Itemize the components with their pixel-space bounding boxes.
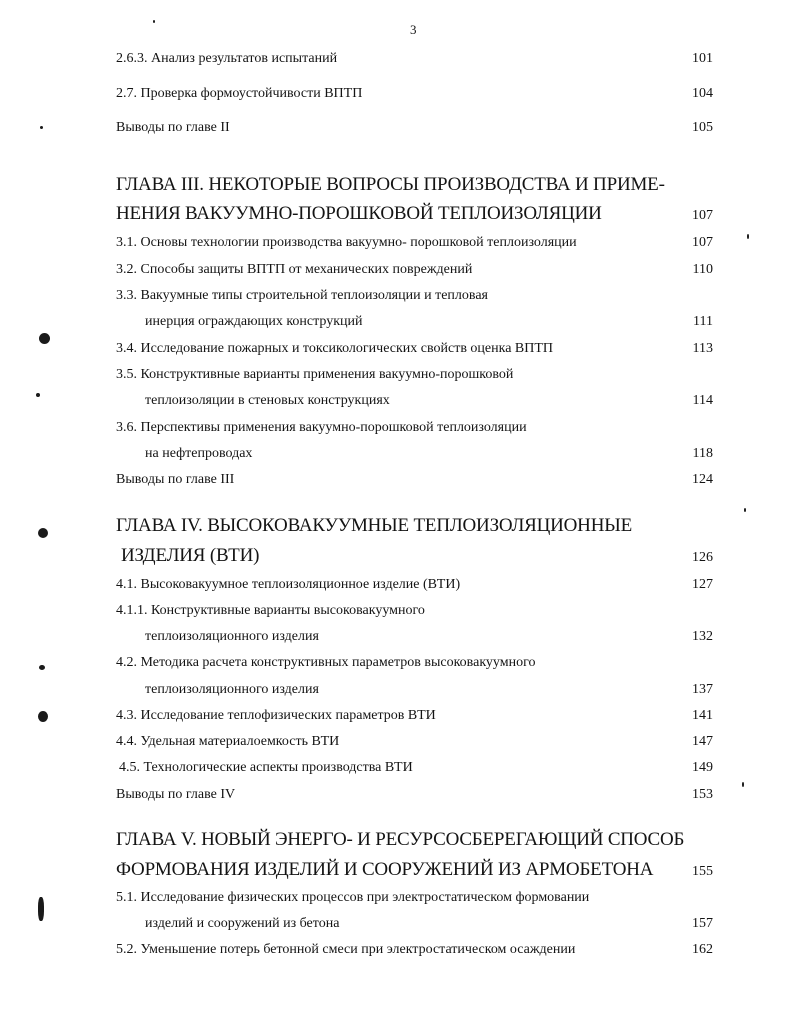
toc-entry-text: 4.1. Высоковакуумное теплоизоляционное изделие (ВТИ): [116, 577, 461, 592]
toc-entry-page: 118: [692, 446, 713, 461]
scan-speck: [39, 333, 50, 344]
toc-entry-page: 162: [692, 942, 713, 957]
scan-speck: [38, 528, 48, 538]
toc-entry-text: 3.1. Основы технологии производства вакуумно- порошковой теплоизоляции: [116, 235, 577, 250]
scan-speck: [744, 508, 746, 512]
toc-line: [0, 51, 799, 71]
toc-line: [0, 890, 799, 910]
toc-entry-text: инерция ограждающих конструкций: [145, 314, 363, 329]
toc-entry-text: теплоизоляционного изделия: [145, 682, 319, 697]
toc-line: [0, 446, 799, 466]
toc-entry-text: 2.6.3. Анализ результатов испытаний: [116, 51, 338, 66]
toc-entry-text: ИЗДЕЛИЯ (ВТИ): [121, 545, 260, 566]
scan-speck: [38, 897, 44, 921]
scan-speck: [38, 711, 48, 722]
toc-entry-page: 147: [692, 734, 713, 749]
chapter-heading: [0, 515, 799, 535]
toc-entry-page: 124: [692, 472, 713, 487]
toc-entry-text: 3.6. Перспективы применения вакуумно-порошковой теплоизоляции: [116, 420, 527, 435]
toc-entry-page: 132: [692, 629, 713, 644]
toc-entry-page: 110: [692, 262, 713, 277]
toc-line: [0, 787, 799, 807]
toc-entry-page: 104: [692, 86, 713, 101]
toc-entry-page: 141: [692, 708, 713, 723]
toc-entry-text: 3.5. Конструктивные варианты применения вакуумно-порошковой: [116, 367, 514, 382]
toc-entry-text: 2.7. Проверка формоустойчивости ВПТП: [116, 86, 363, 101]
toc-entry-page: 114: [692, 393, 713, 408]
toc-entry-text: ГЛАВА III. НЕКОТОРЫЕ ВОПРОСЫ ПРОИЗВОДСТВА И ПРИМЕ-: [116, 174, 665, 195]
toc-line: [0, 393, 799, 413]
toc-entry-page: 111: [693, 314, 713, 329]
toc-line: [0, 629, 799, 649]
toc-line: [0, 341, 799, 361]
toc-entry-page: 149: [692, 760, 713, 775]
toc-entry-text: Выводы по главе IV: [116, 787, 236, 802]
toc-entry-page: 153: [692, 787, 713, 802]
toc-entry-page: 107: [692, 208, 713, 223]
toc-entry-page: 157: [692, 916, 713, 931]
scan-speck: [747, 234, 749, 239]
toc-entry-text: 5.1. Исследование физических процессов при электростатическом формовании: [116, 890, 590, 905]
scan-speck: [40, 126, 43, 129]
toc-entry-page: 101: [692, 51, 713, 66]
toc-entry-text: НЕНИЯ ВАКУУМНО-ПОРОШКОВОЙ ТЕПЛОИЗОЛЯЦИИ: [116, 203, 602, 224]
toc-entry-text: изделий и сооружений из бетона: [145, 916, 340, 931]
toc-entry-text: ГЛАВА IV. ВЫСОКОВАКУУМНЫЕ ТЕПЛОИЗОЛЯЦИОННЫЕ: [116, 515, 632, 536]
toc-entry-text: 3.2. Способы защиты ВПТП от механических повреждений: [116, 262, 473, 277]
toc-entry-text: теплоизоляционного изделия: [145, 629, 319, 644]
chapter-heading: [0, 829, 799, 849]
toc-line: [0, 288, 799, 308]
chapter-heading: [0, 545, 799, 565]
scan-speck: [742, 782, 744, 787]
toc-entry-page: 127: [692, 577, 713, 592]
chapter-heading: [0, 859, 799, 879]
toc-entry-text: на нефтепроводах: [145, 446, 253, 461]
toc-line: [0, 262, 799, 282]
toc-line: [0, 235, 799, 255]
toc-line: [0, 577, 799, 597]
toc-entry-page: 126: [692, 550, 713, 565]
toc-line: [0, 708, 799, 728]
toc-line: [0, 655, 799, 675]
toc-entry-page: 105: [692, 120, 713, 135]
toc-line: [0, 367, 799, 387]
toc-entry-page: 113: [692, 341, 713, 356]
toc-entry-text: 3.4. Исследование пожарных и токсикологических свойств оценка ВПТП: [116, 341, 554, 356]
toc-line: [0, 420, 799, 440]
chapter-heading: [0, 174, 799, 194]
toc-entry-text: 4.3. Исследование теплофизических параметров ВТИ: [116, 708, 436, 723]
toc-line: [0, 942, 799, 962]
toc-line: [0, 916, 799, 936]
toc-line: [0, 314, 799, 334]
toc-entry-page: 155: [692, 864, 713, 879]
page-number: 3: [410, 22, 417, 37]
toc-line: [0, 603, 799, 623]
toc-entry-page: 137: [692, 682, 713, 697]
toc-entry-page: 107: [692, 235, 713, 250]
toc-line: [0, 760, 799, 780]
toc-entry-text: теплоизоляции в стеновых конструкциях: [145, 393, 390, 408]
toc-line: [0, 472, 799, 492]
scan-speck: [153, 20, 155, 23]
scan-speck: [36, 393, 40, 397]
toc-entry-text: 4.5. Технологические аспекты производства ВТИ: [119, 760, 413, 775]
toc-entry-text: Выводы по главе II: [116, 120, 230, 135]
toc-line: [0, 734, 799, 754]
toc-entry-text: 3.3. Вакуумные типы строительной теплоизоляции и тепловая: [116, 288, 488, 303]
chapter-heading: [0, 203, 799, 223]
toc-entry-text: ГЛАВА V. НОВЫЙ ЭНЕРГО- И РЕСУРСОСБЕРЕГАЮЩИЙ СПОСОБ: [116, 829, 685, 850]
toc-entry-text: 4.4. Удельная материалоемкость ВТИ: [116, 734, 340, 749]
toc-line: [0, 682, 799, 702]
toc-entry-text: 4.1.1. Конструктивные варианты высоковакуумного: [116, 603, 425, 618]
toc-entry-text: 4.2. Методика расчета конструктивных параметров высоковакуумного: [116, 655, 536, 670]
toc-entry-text: 5.2. Уменьшение потерь бетонной смеси при электростатическом осаждении: [116, 942, 576, 957]
toc-entry-text: Выводы по главе III: [116, 472, 235, 487]
toc-entry-text: ФОРМОВАНИЯ ИЗДЕЛИЙ И СООРУЖЕНИЙ ИЗ АРМОБЕТОНА: [116, 859, 654, 880]
scan-speck: [39, 665, 45, 670]
toc-line: [0, 120, 799, 140]
toc-line: [0, 86, 799, 106]
